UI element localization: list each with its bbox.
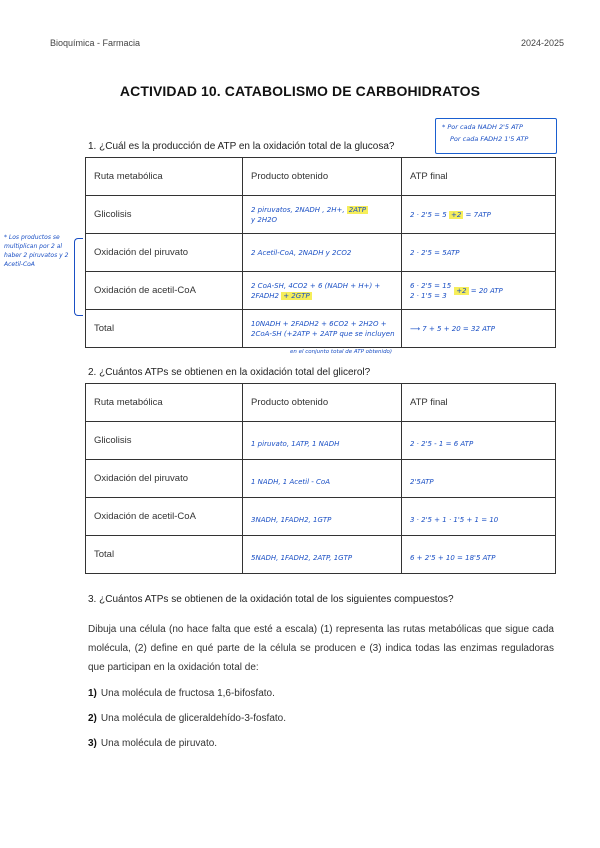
table-row — [86, 196, 556, 234]
product-text: 1 NADH, 1 Acetil - CoA — [251, 477, 330, 486]
atp-cell — [402, 234, 556, 272]
atp-cell — [402, 460, 556, 498]
highlight-gtp: + 2GTP — [283, 291, 310, 300]
question-1 — [88, 141, 395, 152]
product-text-2: 2CoA-SH (+2ATP + 2ATP que se incluyen — [251, 329, 395, 338]
route-cell: Total — [86, 536, 243, 574]
product-cell — [243, 536, 402, 574]
list-item — [88, 713, 286, 724]
product-text-2: 2FADH2 — [251, 291, 282, 300]
atp-cell — [402, 498, 556, 536]
list-item-number: 2) — [88, 713, 97, 724]
question-2-number: 2. — [88, 367, 97, 378]
question-3-number: 3. — [88, 594, 97, 605]
header-course: Bioquímica - Farmacia — [50, 38, 141, 48]
route-cell: Total — [86, 310, 243, 348]
product-text: 5NADH, 1FADH2, 2ATP, 1GTP — [251, 553, 353, 562]
col-header-product: Producto obtenido — [243, 384, 402, 422]
table-header-row — [86, 384, 556, 422]
question-1-text: ¿Cuál es la producción de ATP en la oxidación total de la glucosa? — [99, 141, 395, 152]
list-item-text: Una molécula de fructosa 1,6-bifosfato. — [100, 688, 275, 699]
table-row — [86, 310, 556, 348]
product-text: 1 piruvato, 1ATP, 1 NADH — [251, 439, 340, 448]
route-cell: Oxidación del piruvato — [86, 460, 243, 498]
col-header-atp: ATP final — [402, 158, 556, 196]
list-item-text: Una molécula de piruvato. — [100, 738, 218, 749]
header-year: 2024-2025 — [520, 38, 564, 48]
atp-cell — [402, 536, 556, 574]
product-cell — [243, 196, 402, 234]
question-2 — [88, 367, 370, 378]
highlight-plus: +2 — [450, 210, 462, 219]
table-row — [86, 422, 556, 460]
table-row — [86, 234, 556, 272]
product-cell — [243, 310, 402, 348]
route-cell: Glicolisis — [86, 422, 243, 460]
col-header-atp: ATP final — [402, 384, 556, 422]
question-2-text: ¿Cuántos ATPs se obtienen en la oxidación total del glicerol? — [99, 367, 371, 378]
highlight-atp: 2ATP — [348, 205, 367, 214]
question-1-number: 1. — [88, 141, 97, 152]
note-line-1: * Por cada NADH 2'5 ATP — [442, 123, 523, 131]
product-text: 2 Acetil-CoA, 2NADH y 2CO2 — [251, 248, 352, 257]
table-row — [86, 460, 556, 498]
col-header-route: Ruta metabólica — [86, 158, 243, 196]
product-text-2: y 2H2O — [251, 215, 278, 224]
atp-cell — [402, 272, 556, 310]
product-cell — [243, 234, 402, 272]
atp-text: 3 · 2'5 + 1 · 1'5 + 1 = 10 — [410, 515, 499, 524]
table-row — [86, 272, 556, 310]
product-cell — [243, 272, 402, 310]
route-cell: Oxidación del piruvato — [86, 234, 243, 272]
table-row — [86, 536, 556, 574]
question-3 — [88, 594, 454, 605]
atp-cell — [402, 422, 556, 460]
product-text: 3NADH, 1FADH2, 1GTP — [251, 515, 332, 524]
table-glucose — [85, 157, 556, 348]
route-cell: Oxidación de acetil-CoA — [86, 272, 243, 310]
atp-text: 2'5ATP — [410, 477, 434, 486]
table-header-row — [86, 158, 556, 196]
product-text: 10NADH + 2FADH2 + 6CO2 + 2H2O + — [251, 319, 387, 328]
route-cell: Glicolisis — [86, 196, 243, 234]
product-cell — [243, 422, 402, 460]
instructions-paragraph: Dibuja una célula (no hace falta que esté a escala) (1) representa las rutas metabólicas que sigue cada molécula, (2) define en qué parte de la célula se producen e (3) indica todas las enzimas reguladoras que participan en la oxidación total de: — [88, 624, 554, 673]
col-header-route: Ruta metabólica — [86, 384, 243, 422]
product-text: 2 CoA-SH, 4CO2 + 6 (NADH + H+) + — [251, 281, 381, 290]
product-cell — [243, 498, 402, 536]
list-item-text: Una molécula de gliceraldehído-3-fosfato. — [100, 713, 287, 724]
atp-text: ⟶ 7 + 5 + 20 = 32 ATP — [410, 324, 495, 333]
atp-text-2: = 7ATP — [463, 210, 491, 219]
question-3-text: ¿Cuántos ATPs se obtienen de la oxidación total de los siguientes compuestos? — [99, 594, 454, 605]
list-item-number: 1) — [88, 688, 97, 699]
list-item — [88, 738, 217, 749]
atp-text: 6 · 2'5 = 15 — [410, 281, 452, 290]
table-glycerol — [85, 383, 556, 574]
table-footnote: en el conjunto total de ATP obtenido) — [290, 349, 393, 355]
atp-cell — [402, 196, 556, 234]
list-item-number: 3) — [88, 738, 97, 749]
bracket-mark — [74, 238, 83, 316]
list-item — [88, 688, 275, 699]
atp-conversion-note — [435, 118, 557, 154]
atp-text: 2 · 2'5 = 5ATP — [410, 248, 460, 257]
atp-text-2: 2 · 1'5 = 3 — [410, 291, 447, 300]
col-header-product: Producto obtenido — [243, 158, 402, 196]
atp-text: 6 + 2'5 + 10 = 18'5 ATP — [410, 553, 496, 562]
page-title: ACTIVIDAD 10. CATABOLISMO DE CARBOHIDRATOS — [119, 83, 481, 99]
product-cell — [243, 460, 402, 498]
atp-text-3: = 20 ATP — [468, 286, 503, 295]
note-line-2: Por cada FADH2 1'5 ATP — [450, 135, 529, 143]
margin-note: * Los productos se multiplican por 2 al haber 2 piruvatos y 2 Acetil-CoA — [4, 234, 69, 268]
atp-text: 2 · 2'5 - 1 = 6 ATP — [410, 439, 474, 448]
atp-text: 2 · 2'5 = 5 — [410, 210, 449, 219]
table-row — [86, 498, 556, 536]
highlight-plus: +2 — [456, 286, 467, 295]
product-text: 2 piruvatos, 2NADH , 2H+, — [251, 205, 347, 214]
route-cell: Oxidación de acetil-CoA — [86, 498, 243, 536]
atp-cell — [402, 310, 556, 348]
